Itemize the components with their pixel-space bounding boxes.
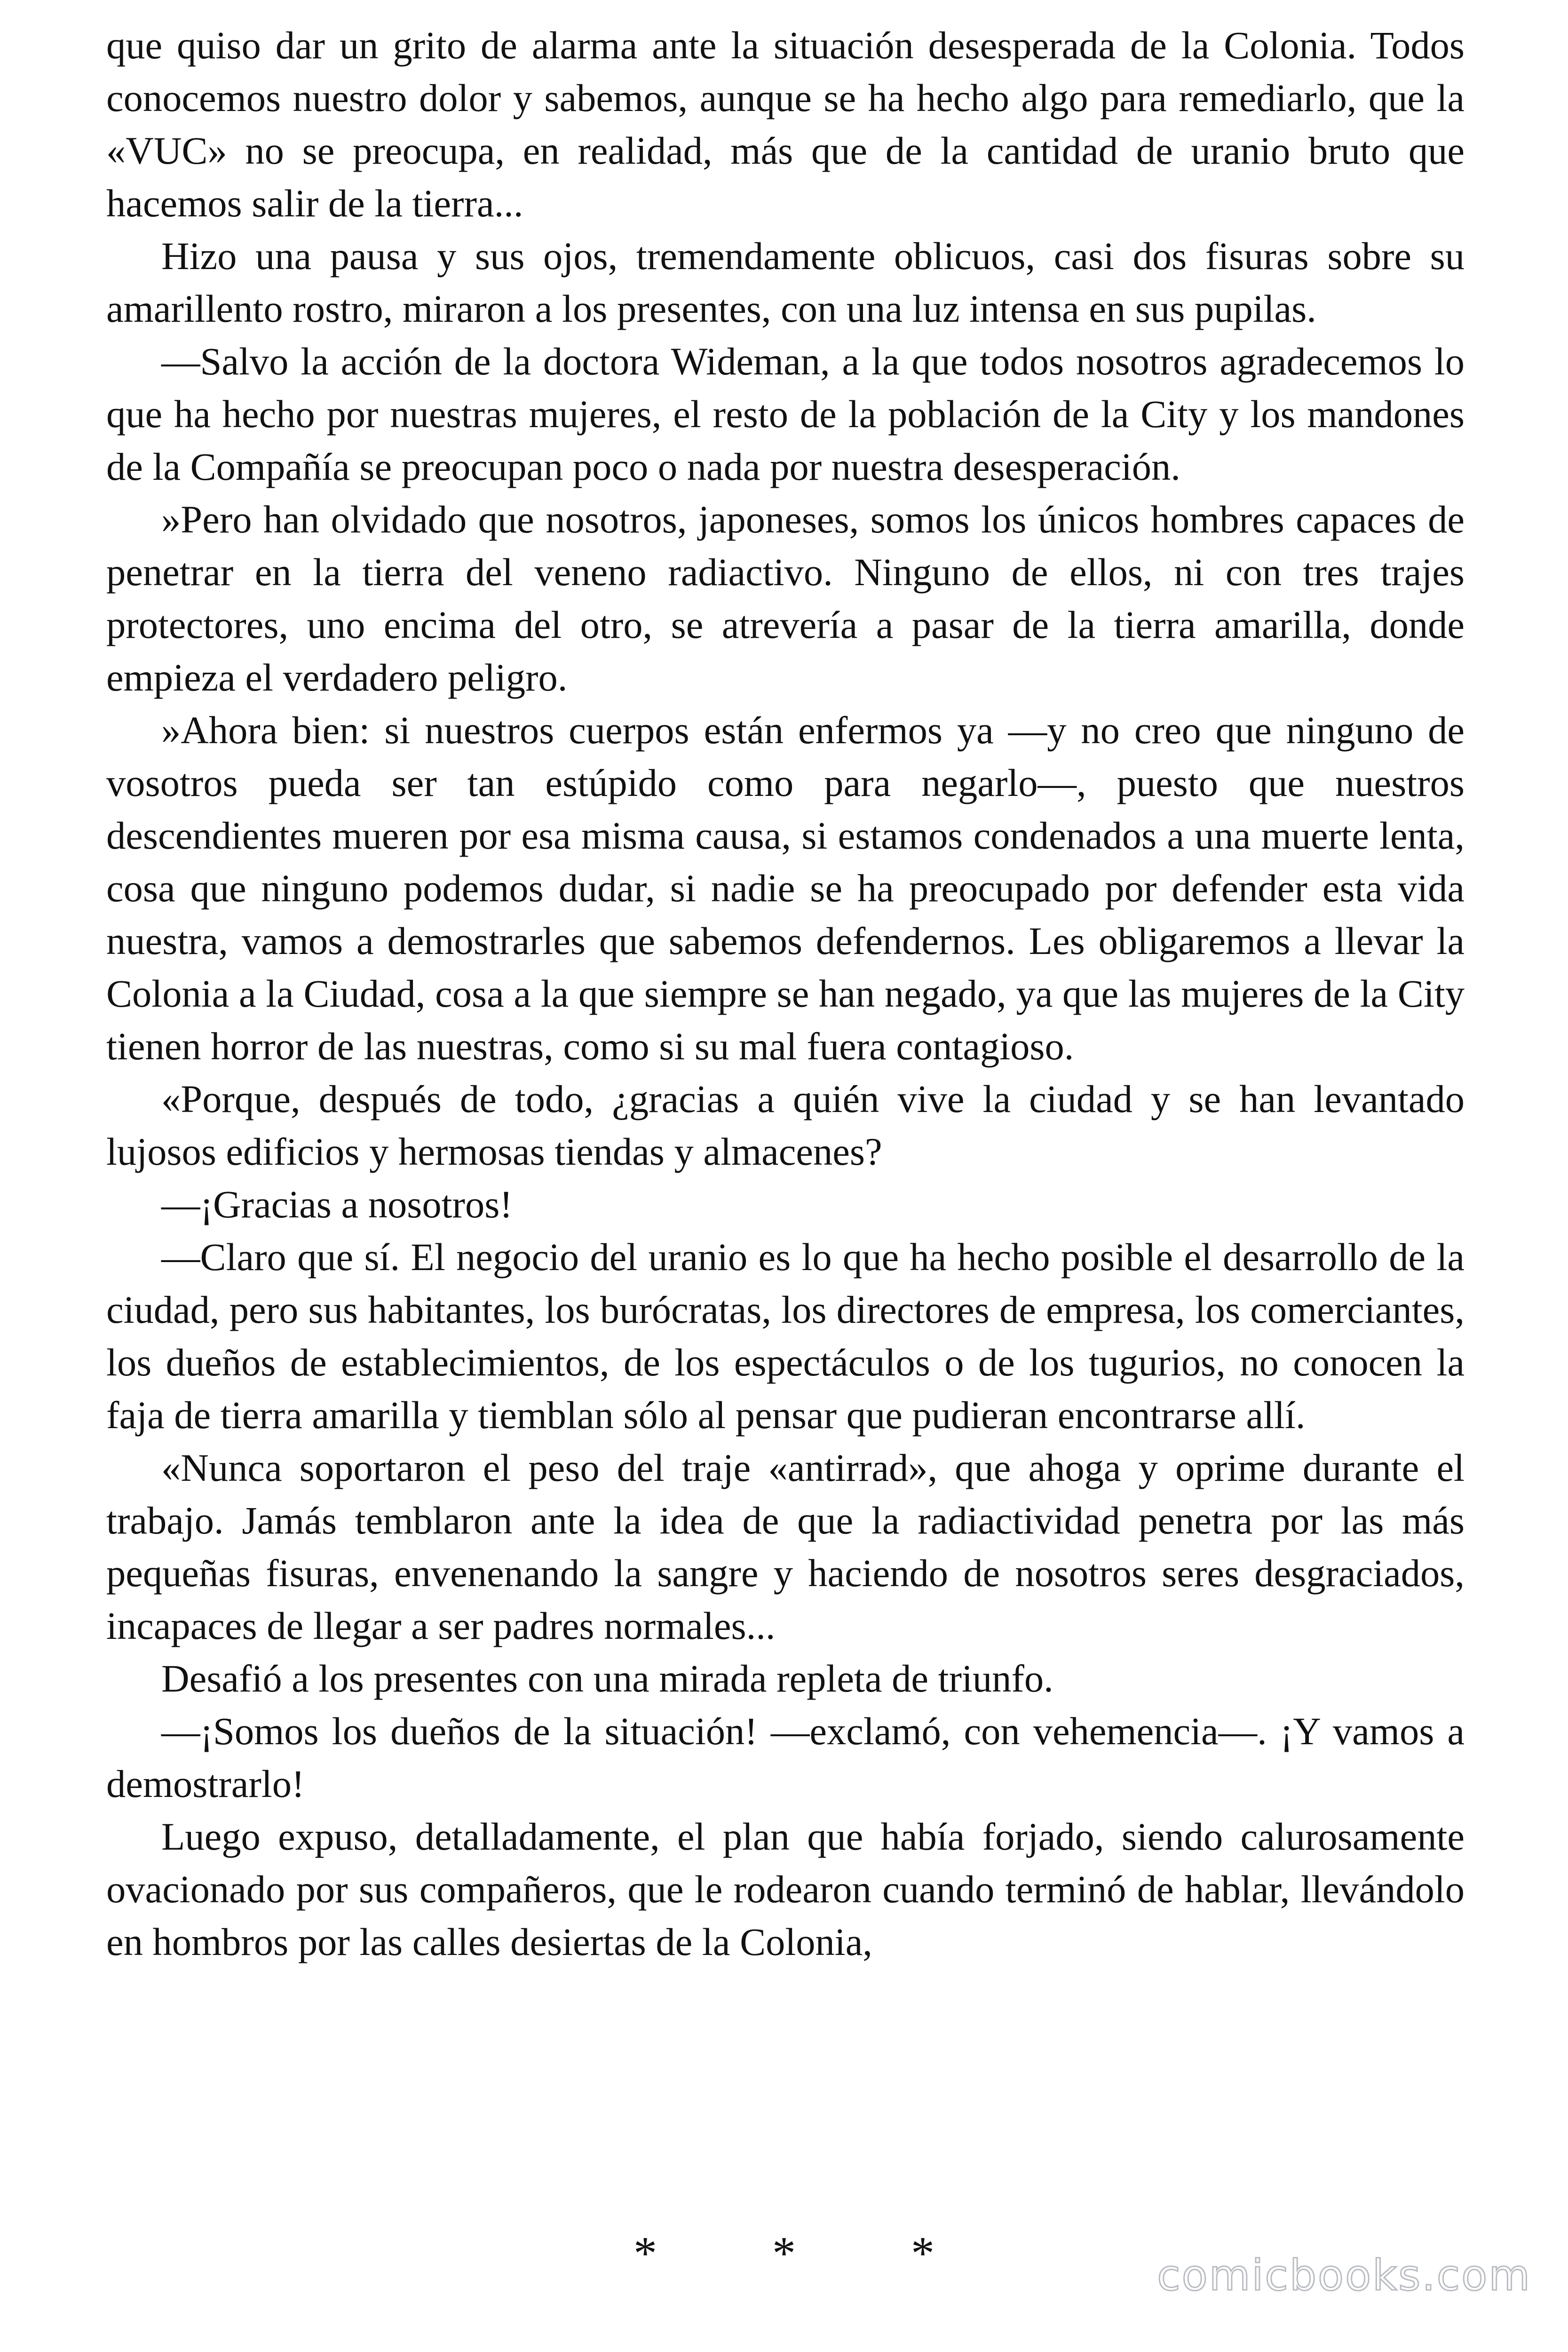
paragraph: Desafió a los presentes con una mirada repleta de triunfo.	[161, 1657, 1053, 1700]
paragraph: que quiso dar un grito de alarma ante la situación desesperada de la Colonia. Todos conocemos nuestro dolor y sabemos, aunque se ha hecho algo para remediarlo, que la «VUC» no se preocupa, en realidad, más que de la cantidad de uranio bruto que hacemos salir de la tierra...	[106, 24, 1465, 225]
watermark: comicbooks.com	[1157, 2251, 1531, 2300]
paragraph: »Ahora bien: si nuestros cuerpos están enfermos ya —y no creo que ninguno de vosotros pueda ser tan estúpido como para negarlo—, puesto que nuestros descendientes mueren por esa misma causa, si estamos condenados a una muerte lenta, cosa que ninguno podemos dudar, si nadie se ha preocupado por defender esta vida nuestra, vamos a demostrarles que sabemos defendernos. Les obligaremos a llevar la Colonia a la Ciudad, cosa a la que siempre se han negado, ya que las mujeres de la City tienen horror de las nuestras, como si su mal fuera contagioso.	[106, 708, 1465, 1068]
paragraph: —Salvo la acción de la doctora Wideman, a la que todos nosotros agradecemos lo que ha hecho por nuestras mujeres, el resto de la población de la City y los mandones de la Compañía se preocupan poco o nada por nuestra desesperación.	[106, 340, 1465, 488]
paragraph: —¡Gracias a nosotros!	[161, 1183, 513, 1226]
paragraph: Luego expuso, detalladamente, el plan que había forjado, siendo calurosamente ovacionado por sus compañeros, que le rodearon cuando terminó de hablar, llevándolo en hombros por las calles desiertas de la Colonia,	[106, 1815, 1465, 1963]
section-separator: * * *	[634, 2227, 986, 2279]
paragraph: »Pero han olvidado que nosotros, japoneses, somos los únicos hombres capaces de penetrar en la tierra del veneno radiactivo. Ninguno de ellos, ni con tres trajes protectores, uno encima del otro, se atrevería a pasar de la tierra amarilla, donde empieza el verdadero peligro.	[106, 498, 1465, 699]
page-body	[106, 19, 1465, 1968]
paragraph: «Nunca soportaron el peso del traje «antirrad», que ahoga y oprime durante el trabajo. Jamás temblaron ante la idea de que la radiactividad penetra por las más pequeñas fisuras, envenenando la sangre y haciendo de nosotros seres desgraciados, incapaces de llegar a ser padres normales...	[106, 1446, 1465, 1647]
paragraph: —Claro que sí. El negocio del uranio es lo que ha hecho posible el desarrollo de la ciudad, pero sus habitantes, los burócratas, los directores de empresa, los comerciantes, los dueños de establecimientos, de los espectáculos o de los tugurios, no conocen la faja de tierra amarilla y tiemblan sólo al pensar que pudieran encontrarse allí.	[106, 1235, 1465, 1437]
paragraph: «Porque, después de todo, ¿gracias a quién vive la ciudad y se han levantado lujosos edificios y hermosas tiendas y almacenes?	[106, 1077, 1465, 1173]
paragraph: —¡Somos los dueños de la situación! —exclamó, con vehemencia—. ¡Y vamos a demostrarlo!	[106, 1709, 1465, 1805]
paragraph: Hizo una pausa y sus ojos, tremendamente oblicuos, casi dos fisuras sobre su amarillento rostro, miraron a los presentes, con una luz intensa en sus pupilas.	[106, 234, 1465, 330]
